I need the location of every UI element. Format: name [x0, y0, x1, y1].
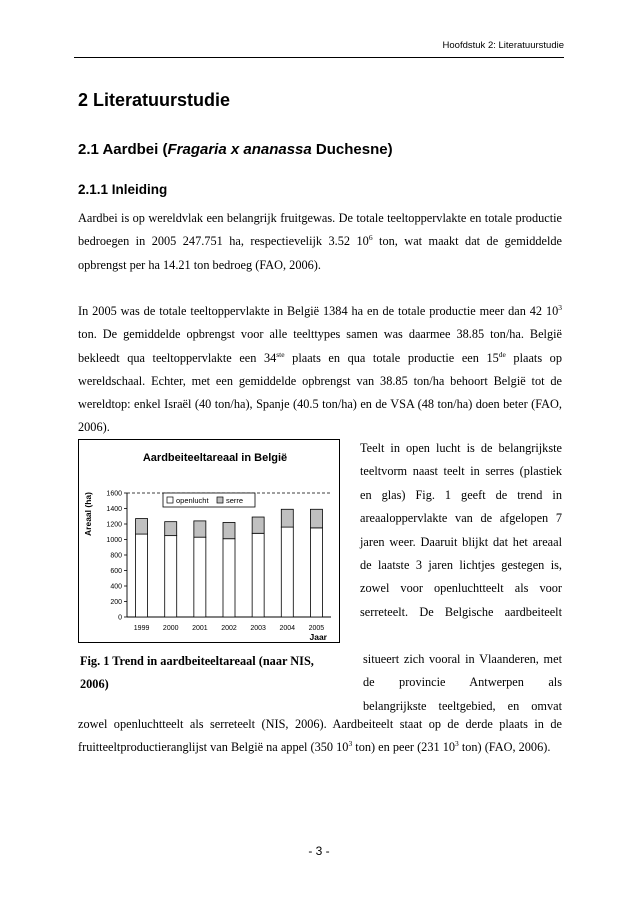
paragraph-2: [78, 300, 562, 440]
bar-openlucht-1999: [136, 534, 148, 617]
bar-openlucht-2001: [194, 537, 206, 617]
section-heading: [78, 141, 393, 158]
bar-serre-2002: [223, 522, 235, 538]
x-tick-label-2000: 2000: [162, 625, 179, 632]
x-tick-label-2004: 2004: [279, 625, 296, 632]
x-tick-label-2002: 2002: [221, 625, 237, 632]
x-tick-label-2001: 2001: [192, 625, 208, 632]
y-tick-label-8: 1600: [106, 490, 122, 498]
bar-serre-1999: [136, 519, 148, 535]
p3-sup2: 3: [455, 739, 459, 749]
legend-swatch-serre: [217, 497, 223, 503]
bar-openlucht-2003: [252, 533, 264, 617]
paragraph-3: [78, 713, 562, 760]
header-rule: [74, 57, 564, 58]
legend-label-serre: serre: [226, 496, 244, 505]
bar-openlucht-2000: [165, 536, 177, 617]
p2-c: plaats en qua totale productie een 15: [284, 350, 499, 365]
legend-label-openlucht: openlucht: [176, 496, 209, 505]
p1-b: ton, wat maakt dat de gemiddelde opbrengst per ha 14.21 ton bedroeg (FAO, 2006).: [78, 234, 562, 272]
legend-swatch-openlucht: [167, 497, 173, 503]
x-tick-label-2003: 2003: [250, 625, 266, 632]
section-heading-prefix: 2.1 Aardbei (: [78, 141, 168, 158]
x-tick-label-2005: 2005: [308, 625, 325, 632]
page-number: - 3 -: [308, 844, 330, 858]
p3-sup1: 3: [348, 739, 353, 749]
p2-sup1: 3: [558, 303, 562, 312]
y-tick-label-2: 400: [110, 583, 122, 591]
section-heading-suffix: Duchesne): [311, 141, 393, 158]
p1-a: Aardbei is op wereldvlak een belangrijk fruitgewas. De totale teeltoppervlakte en totale productie bedroegen in 2005 247.751 ha, respectievelijk 3.52 10: [78, 211, 562, 249]
bar-serre-2000: [165, 522, 177, 536]
stacked-bar-chart: [79, 440, 339, 642]
y-tick-label-6: 1200: [106, 521, 122, 529]
chapter-heading: 2 Literatuurstudie: [78, 90, 231, 110]
bar-openlucht-2002: [223, 539, 235, 617]
side-text-1: Teelt in open lucht is de belangrijkste teeltvorm naast teelt in serres (plastiek en glas) Fig. 1 geeft de trend in areaaloppervlakte van de afgelopen 7 jaren weer. Daaruit blijkt dat het areaal de laatste 3 jaren lichtjes gestegen is, zowel voor openluchtteelt als voor serreteelt. De Belgische aardbeiteelt: [360, 441, 562, 619]
bar-openlucht-2005: [310, 528, 322, 617]
chart-x-axis-label: Jaar: [309, 632, 327, 642]
p2-d: plaats op wereldschaal. Echter, met een gemiddelde opbrengst van 38.85 ton/ha behoort België tot de wereldtop: enkel Israël (40 ton/ha), Spanje (40.5 ton/ha) en de VSA (48 ton/ha) doen beter (FAO, 2006).: [78, 350, 562, 435]
section-heading-species: Fragaria x ananassa: [167, 141, 312, 158]
y-tick-label-5: 1000: [106, 537, 122, 544]
bar-serre-2003: [252, 517, 264, 533]
bar-serre-2005: [310, 509, 322, 528]
p1-sup: 6: [368, 233, 373, 243]
running-header: Hoofdstuk 2: Literatuurstudie: [442, 40, 564, 51]
x-tick-label-1999: 1999: [133, 625, 150, 632]
p3-a: zowel openluchtteelt als serreteelt (NIS, 2006). Aardbeiteelt staat op de derde plaats in de fruitteeltproductieranglijst van België na appel (350 10: [78, 717, 562, 755]
side-text-2: situeert zich vooral in Vlaanderen, met de provincie Antwerpen als belangrijkste teeltgebied, en omvat: [363, 652, 562, 713]
p3-c: ton) (FAO, 2006).: [458, 740, 551, 755]
p2-sup2: ste: [276, 349, 285, 359]
y-tick-label-3: 600: [110, 568, 122, 575]
paragraph-1: [78, 207, 562, 277]
y-tick-label-0: 0: [118, 614, 122, 622]
p2-sup3: de: [498, 349, 506, 359]
p3-b: ton) en peer (231 10: [352, 740, 455, 755]
y-tick-label-7: 1400: [106, 506, 122, 513]
y-tick-label-1: 200: [110, 599, 122, 606]
bar-openlucht-2004: [281, 527, 293, 617]
bar-serre-2004: [281, 509, 293, 527]
p2-a: In 2005 was de totale teeltoppervlakte in België 1384 ha en de totale productie meer dan 42 10: [78, 304, 559, 318]
subsection-heading: 2.1.1 Inleiding: [78, 182, 168, 197]
figure-caption: Fig. 1 Trend in aardbeiteeltareaal (naar NIS, 2006): [80, 654, 314, 691]
p2-b: ton. De gemiddelde opbrengst voor alle teelttypes samen was daarmee 38.85 ton/ha. België bekleedt qua teeltoppervlakte een 34: [78, 327, 562, 365]
y-tick-label-4: 800: [110, 552, 122, 560]
chart-title: Aardbeiteeltareaal in België: [142, 452, 288, 464]
chart-y-axis-label: Areaal (ha): [83, 492, 93, 536]
bar-serre-2001: [194, 521, 206, 537]
figure-1-chart: [78, 439, 340, 643]
